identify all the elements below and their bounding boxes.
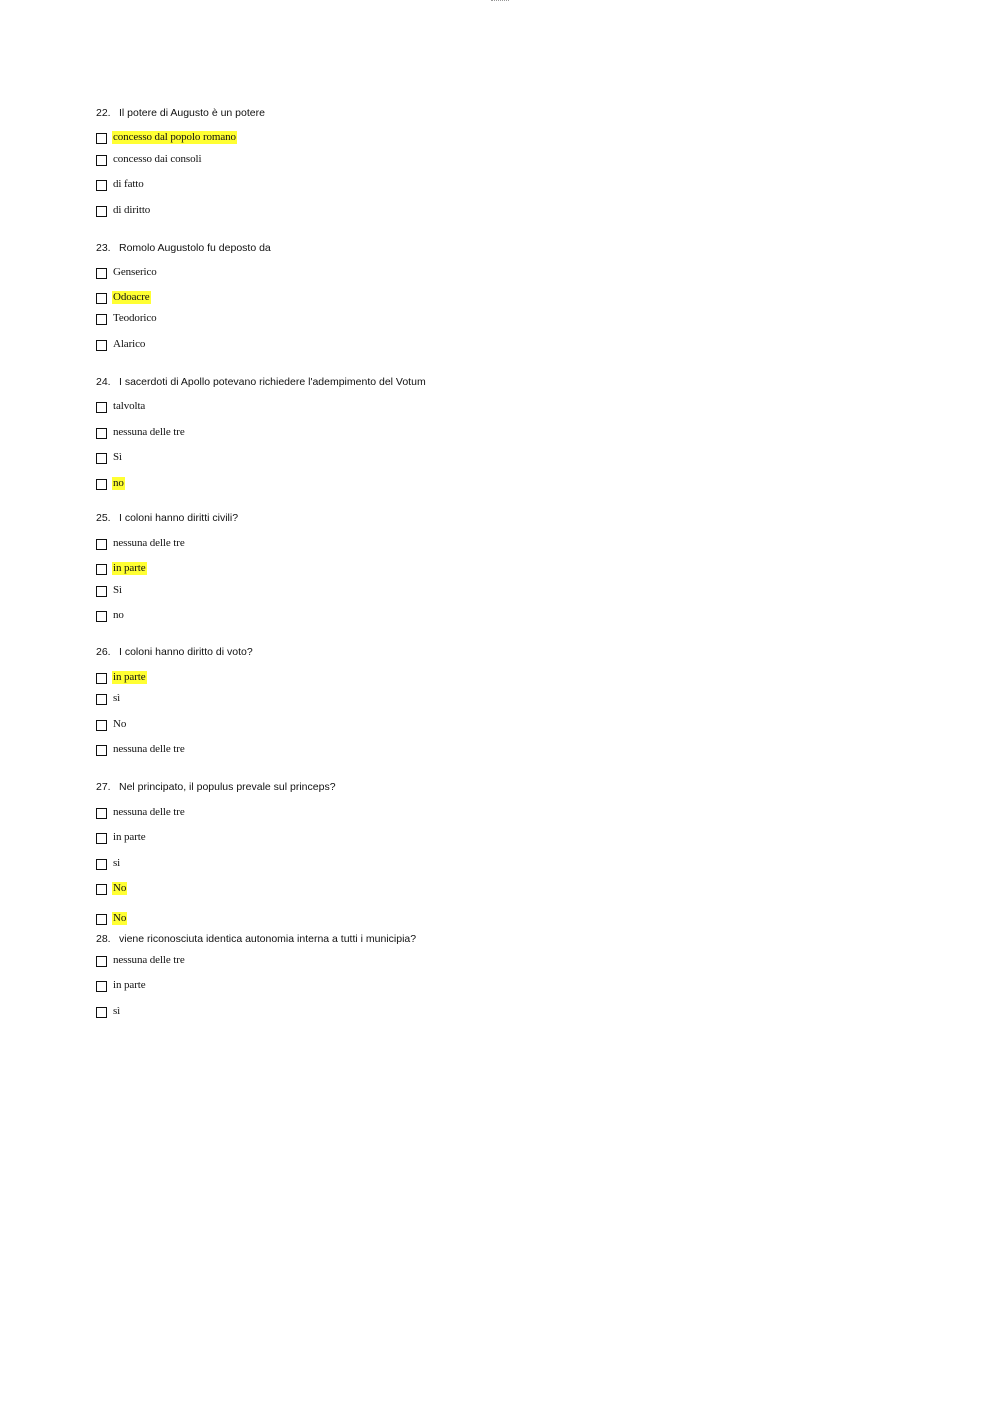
question-25 bbox=[96, 512, 238, 524]
question-number: 22. bbox=[96, 107, 111, 119]
option-label: di fatto bbox=[113, 177, 144, 190]
question-text: Romolo Augustolo fu deposto da bbox=[119, 242, 271, 254]
option-label: talvolta bbox=[113, 399, 146, 412]
option-label: sì bbox=[113, 691, 121, 704]
option-label: in parte bbox=[113, 561, 146, 574]
checkbox[interactable] bbox=[96, 133, 107, 144]
checkbox[interactable] bbox=[96, 539, 107, 550]
question-number: 24. bbox=[96, 376, 111, 388]
answer-option[interactable] bbox=[96, 953, 186, 967]
checkbox[interactable] bbox=[96, 180, 107, 191]
answer-option[interactable] bbox=[96, 911, 127, 925]
question-27 bbox=[96, 781, 336, 793]
question-22 bbox=[96, 107, 265, 119]
option-label: Sì bbox=[113, 450, 122, 463]
checkbox[interactable] bbox=[96, 859, 107, 870]
option-label: no bbox=[113, 476, 124, 489]
checkbox[interactable] bbox=[96, 745, 107, 756]
question-number: 28. bbox=[96, 933, 111, 945]
checkbox[interactable] bbox=[96, 479, 107, 490]
answer-option[interactable] bbox=[96, 130, 237, 144]
checkbox[interactable] bbox=[96, 956, 107, 967]
answer-option[interactable] bbox=[96, 1004, 121, 1018]
answer-option[interactable] bbox=[96, 177, 145, 191]
checkbox[interactable] bbox=[96, 206, 107, 217]
checkbox[interactable] bbox=[96, 453, 107, 464]
option-label: No bbox=[113, 717, 127, 730]
question-26 bbox=[96, 646, 253, 658]
option-label: nessuna delle tre bbox=[113, 953, 185, 966]
checkbox[interactable] bbox=[96, 981, 107, 992]
checkbox[interactable] bbox=[96, 720, 107, 731]
option-label: di diritto bbox=[113, 203, 151, 216]
answer-option[interactable] bbox=[96, 536, 186, 550]
answer-option[interactable] bbox=[96, 978, 147, 992]
option-label: concesso dal popolo romano bbox=[113, 130, 236, 143]
checkbox[interactable] bbox=[96, 611, 107, 622]
checkbox[interactable] bbox=[96, 586, 107, 597]
option-label: in parte bbox=[113, 830, 146, 843]
checkbox[interactable] bbox=[96, 268, 107, 279]
option-label: No bbox=[113, 881, 127, 894]
checkbox[interactable] bbox=[96, 428, 107, 439]
checkbox[interactable] bbox=[96, 155, 107, 166]
question-text: Il potere di Augusto è un potere bbox=[119, 107, 265, 119]
option-label: Sì bbox=[113, 583, 122, 596]
answer-option[interactable] bbox=[96, 742, 186, 756]
page-header-mark bbox=[491, 0, 509, 3]
answer-option[interactable] bbox=[96, 450, 123, 464]
option-label: Genserico bbox=[113, 265, 157, 278]
answer-option[interactable] bbox=[96, 608, 125, 622]
question-number: 23. bbox=[96, 242, 111, 254]
answer-option[interactable] bbox=[96, 583, 123, 597]
answer-option[interactable] bbox=[96, 203, 151, 217]
answer-option[interactable] bbox=[96, 670, 147, 684]
option-label: sì bbox=[113, 1004, 121, 1017]
answer-option[interactable] bbox=[96, 561, 147, 575]
question-24 bbox=[96, 376, 426, 388]
checkbox[interactable] bbox=[96, 293, 107, 304]
option-label: nessuna delle tre bbox=[113, 742, 185, 755]
checkbox[interactable] bbox=[96, 808, 107, 819]
option-label: nessuna delle tre bbox=[113, 425, 185, 438]
answer-option[interactable] bbox=[96, 265, 158, 279]
answer-option[interactable] bbox=[96, 152, 202, 166]
option-label: nessuna delle tre bbox=[113, 805, 185, 818]
checkbox[interactable] bbox=[96, 833, 107, 844]
answer-option[interactable] bbox=[96, 311, 158, 325]
option-label: in parte bbox=[113, 670, 146, 683]
checkbox[interactable] bbox=[96, 1007, 107, 1018]
answer-option[interactable] bbox=[96, 476, 125, 490]
option-label: concesso dai consoli bbox=[113, 152, 202, 165]
question-text: I sacerdoti di Apollo potevano richiedere l'adempimento del Votum bbox=[119, 376, 426, 388]
checkbox[interactable] bbox=[96, 914, 107, 925]
answer-option[interactable] bbox=[96, 881, 127, 895]
question-text: I coloni hanno diritti civili? bbox=[119, 512, 239, 524]
question-number: 26. bbox=[96, 646, 111, 658]
question-text: Nel principato, il populus prevale sul princeps? bbox=[119, 781, 336, 793]
option-label: No bbox=[113, 911, 127, 924]
answer-option[interactable] bbox=[96, 399, 146, 413]
answer-option[interactable] bbox=[96, 717, 127, 731]
answer-option[interactable] bbox=[96, 830, 147, 844]
answer-option[interactable] bbox=[96, 805, 186, 819]
checkbox[interactable] bbox=[96, 564, 107, 575]
option-label: Alarico bbox=[113, 337, 146, 350]
checkbox[interactable] bbox=[96, 402, 107, 413]
answer-option[interactable] bbox=[96, 691, 121, 705]
checkbox[interactable] bbox=[96, 314, 107, 325]
question-text: viene riconosciuta identica autonomia interna a tutti i municipia? bbox=[119, 933, 417, 945]
answer-option[interactable] bbox=[96, 856, 121, 870]
option-label: Teodorico bbox=[113, 311, 157, 324]
checkbox[interactable] bbox=[96, 694, 107, 705]
option-label: si bbox=[113, 856, 121, 869]
option-label: Odoacre bbox=[113, 290, 150, 303]
answer-option[interactable] bbox=[96, 337, 146, 351]
answer-option[interactable] bbox=[96, 290, 151, 304]
checkbox[interactable] bbox=[96, 673, 107, 684]
question-28 bbox=[96, 933, 416, 945]
option-label: nessuna delle tre bbox=[113, 536, 185, 549]
checkbox[interactable] bbox=[96, 340, 107, 351]
question-number: 25. bbox=[96, 512, 111, 524]
checkbox[interactable] bbox=[96, 884, 107, 895]
question-text: I coloni hanno diritto di voto? bbox=[119, 646, 253, 658]
answer-option[interactable] bbox=[96, 425, 186, 439]
option-label: no bbox=[113, 608, 124, 621]
option-label: in parte bbox=[113, 978, 146, 991]
question-number: 27. bbox=[96, 781, 111, 793]
question-23 bbox=[96, 242, 271, 254]
